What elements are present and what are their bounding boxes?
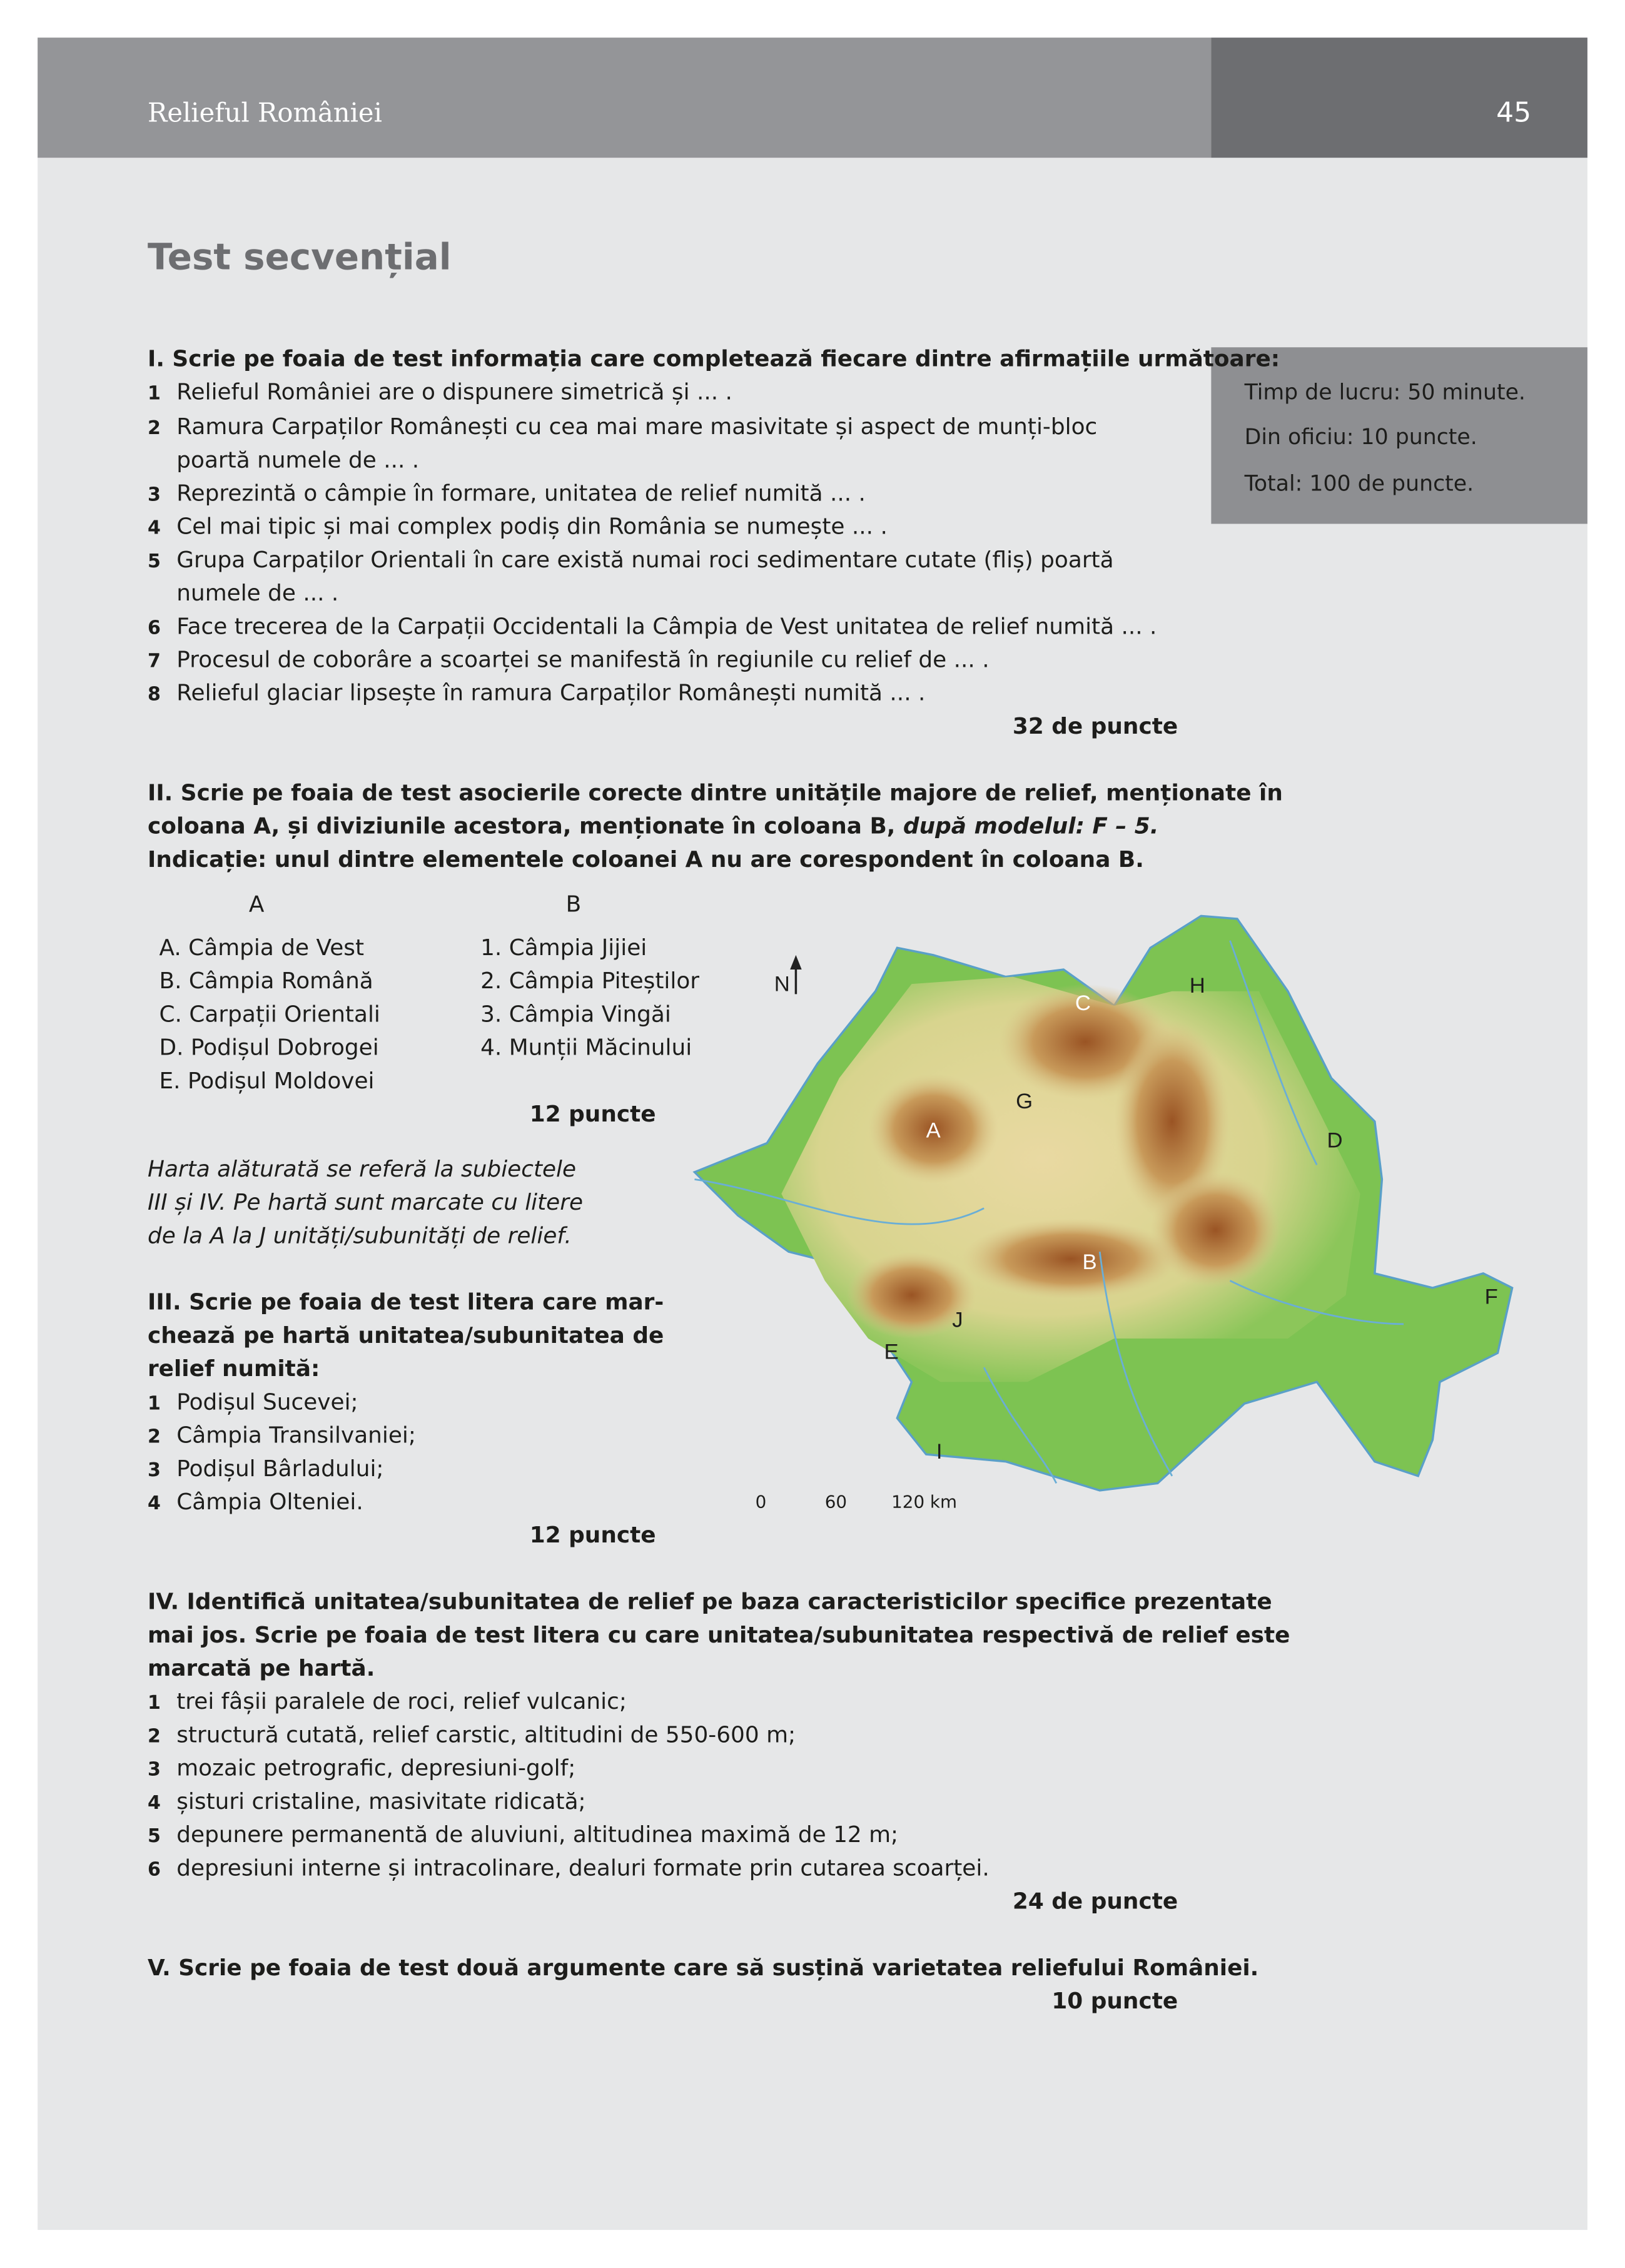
section4-line: marcată pe hartă. [147, 1655, 375, 1682]
section5-points: 10 puncte [1051, 1988, 1178, 2015]
map-letter-h: H [1189, 973, 1205, 999]
s4-item: 3 mozaic petrografic, depresiuni-golf; [147, 1755, 576, 1781]
s3-item: 4 Câmpia Olteniei. [147, 1489, 363, 1516]
map-note: III și IV. Pe hartă sunt marcate cu litere [147, 1189, 584, 1216]
s1-item: 5 Grupa Carpaților Orientali în care există numai roci sedimentare cutate (fliș) poartă [147, 547, 1114, 574]
map-letter-a: A [926, 1118, 941, 1143]
chapter-title: Relieful României [147, 98, 382, 129]
s1-item-cont: poartă numele de ... . [176, 447, 420, 473]
s1-item: 1 Relieful României are o dispunere simetrică și ... . [147, 379, 732, 405]
north-label: N [774, 972, 790, 998]
section3-line: chează pe hartă unitatea/subunitatea de [147, 1322, 664, 1349]
section2-line: coloana A, și diviziunile acestora, menționate în coloana B, după modelul: F – 5. [147, 813, 1159, 839]
s1-item: 2 Ramura Carpaților Românești cu cea mai mare masivitate și aspect de munți-bloc [147, 413, 1098, 440]
col-a-item: E. Podișul Moldovei [159, 1068, 375, 1095]
map-letter-d: D [1327, 1128, 1343, 1153]
map-letter-g: G [1016, 1090, 1033, 1115]
map-letter-b: B [1082, 1250, 1097, 1275]
section3-line: relief numită: [147, 1355, 320, 1382]
map-letter-i: I [936, 1439, 943, 1465]
s4-item: 4 șisturi cristaline, masivitate ridicată; [147, 1788, 586, 1815]
section4-points: 24 de puncte [1012, 1888, 1178, 1915]
map-letter-f: F [1484, 1285, 1498, 1310]
section2-points: 12 puncte [529, 1101, 656, 1128]
section1-heading: I. Scrie pe foaia de test informația care completează fiecare dintre afirmațiile următoare: [147, 345, 1280, 372]
s4-item: 5 depunere permanentă de aluviuni, altitudinea maximă de 12 m; [147, 1821, 899, 1848]
s4-item: 1 trei fâșii paralele de roci, relief vulcanic; [147, 1688, 627, 1715]
col-a-item: B. Câmpia Română [159, 968, 373, 995]
col-a-item: D. Podișul Dobrogei [159, 1035, 379, 1061]
section2-line: Indicație: unul dintre elementele coloanei A nu are corespondent în coloana B. [147, 846, 1144, 873]
section4-line: mai jos. Scrie pe foaia de test litera cu care unitatea/subunitatea respectivă de relief este [147, 1622, 1290, 1649]
info-default-points: Din oficiu: 10 puncte. [1244, 423, 1477, 450]
info-time: Timp de lucru: 50 minute. [1244, 379, 1526, 405]
test-title: Test secvențial [147, 236, 452, 278]
map-letter-j: J [952, 1308, 963, 1333]
col-b-item: 2. Câmpia Piteștilor [480, 968, 700, 995]
scale-60: 60 [824, 1492, 848, 1512]
s1-item: 8 Relieful glaciar lipsește în ramura Carpaților Românești numită ... . [147, 680, 926, 706]
map-letter-e: E [884, 1340, 899, 1365]
section4-line: IV. Identifică unitatea/subunitatea de relief pe baza caracteristicilor specifice prezentate [147, 1589, 1272, 1615]
s4-item: 6 depresiuni interne și intracolinare, dealuri formate prin cutarea scoarței. [147, 1855, 990, 1881]
col-b-item: 1. Câmpia Jijiei [480, 934, 647, 961]
map-note: de la A la J unități/subunități de relief. [147, 1222, 572, 1249]
north-arrow-icon [790, 955, 802, 994]
relief-map [680, 904, 1534, 1512]
section5-heading: V. Scrie pe foaia de test două argumente care să susțină varietatea reliefului României. [147, 1955, 1259, 1982]
page-number: 45 [1496, 97, 1532, 129]
s1-item-cont: numele de ... . [176, 580, 339, 607]
s3-item: 2 Câmpia Transilvaniei; [147, 1422, 416, 1449]
col-a-header: A [248, 891, 265, 918]
section1-points: 32 de puncte [1012, 713, 1178, 740]
s1-item: 4 Cel mai tipic și mai complex podiș din România se numește ... . [147, 514, 888, 540]
s1-item: 3 Reprezintă o câmpie în formare, unitatea de relief numită ... . [147, 480, 866, 507]
col-a-item: A. Câmpia de Vest [159, 934, 365, 961]
col-b-header: B [565, 891, 582, 918]
section3-line: III. Scrie pe foaia de test litera care mar- [147, 1289, 664, 1315]
section2-line: II. Scrie pe foaia de test asocierile corecte dintre unitățile majore de relief, menționate în [147, 779, 1283, 806]
map-note: Harta alăturată se referă la subiectele [147, 1156, 577, 1183]
section3-points: 12 puncte [529, 1522, 656, 1549]
s4-item: 2 structură cutată, relief carstic, altitudini de 550-600 m; [147, 1722, 796, 1748]
col-b-item: 4. Munții Măcinului [480, 1035, 692, 1061]
s1-item: 6 Face trecerea de la Carpații Occidentali la Câmpia de Vest unitatea de relief numită ... . [147, 613, 1157, 640]
info-total: Total: 100 de puncte. [1244, 470, 1474, 497]
s1-item: 7 Procesul de coborâre a scoarței se manifestă în regiunile cu relief de ... . [147, 647, 990, 673]
s3-item: 1 Podișul Sucevei; [147, 1389, 358, 1415]
scale-0: 0 [755, 1492, 767, 1512]
scale-120: 120 km [891, 1492, 958, 1512]
col-b-item: 3. Câmpia Vingăi [480, 1001, 671, 1028]
s3-item: 3 Podișul Bârladului; [147, 1455, 384, 1482]
col-a-item: C. Carpații Orientali [159, 1001, 380, 1028]
map-letter-c: C [1075, 991, 1091, 1016]
